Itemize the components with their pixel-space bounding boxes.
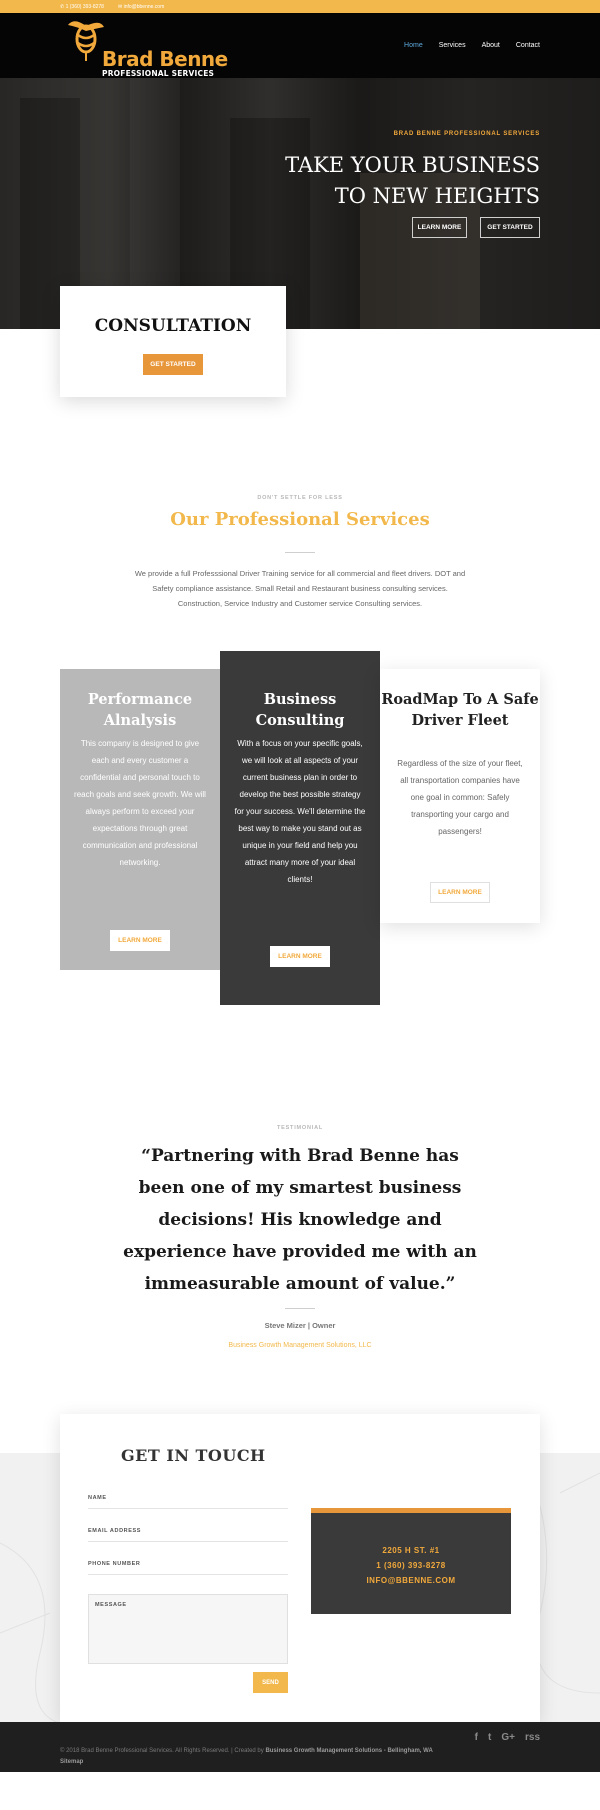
bee-logo-icon bbox=[66, 17, 106, 69]
service-card-body: Regardless of the size of your fleet, all transportation companies have one goal in common: Safely transporting your cargo and passengers! bbox=[397, 759, 523, 836]
service-card-performance bbox=[60, 669, 220, 970]
contact-title: GET IN TOUCH bbox=[121, 1446, 266, 1465]
service-card-title: RoadMap To A Safe Driver Fleet bbox=[381, 691, 539, 729]
services-description: We provide a full Professsional Driver Training service for all commercial and fleet drivers. DOT and Safety compliance assistance. Small Retail and Restaurant business consulting services. Construction, Service Industry and Customer service Consulting services. bbox=[134, 569, 466, 608]
top-phone-text: 1 (360) 393-8278 bbox=[65, 4, 104, 10]
sitemap-link[interactable]: Sitemap bbox=[60, 1759, 84, 1765]
send-button[interactable]: SEND bbox=[253, 1672, 288, 1693]
creator-link[interactable]: Business Growth Management Solutions - Bellingham, WA bbox=[265, 1748, 433, 1754]
hero-kicker: BRAD BENNE PROFESSIONAL SERVICES bbox=[393, 131, 540, 137]
logo-subtitle: PROFESSIONAL SERVICES bbox=[102, 69, 215, 78]
logo[interactable] bbox=[66, 17, 228, 78]
testimonial-company: Business Growth Management Solutions, LLC bbox=[228, 1342, 372, 1349]
service-card-body: This company is designed to give each and every customer a confidential and personal touch to reach goals and seek growth. We will always perform to exceed your expectations through great communication and professional networking. bbox=[74, 739, 206, 867]
footer-copyright bbox=[60, 1746, 490, 1768]
service-card-roadmap bbox=[380, 669, 540, 923]
phone-field[interactable]: PHONE NUMBER bbox=[88, 1557, 288, 1575]
testimonial-kicker: TESTIMONIAL bbox=[276, 1125, 324, 1131]
social-links bbox=[475, 1732, 540, 1743]
hero-title-line1: TAKE YOUR BUSINESS bbox=[285, 153, 540, 177]
hero-learn-more-button[interactable]: LEARN MORE bbox=[412, 217, 467, 238]
consultation-get-started-button[interactable]: GET STARTED bbox=[143, 354, 203, 375]
contact-phone[interactable]: 1 (360) 393-8278 bbox=[376, 1561, 446, 1570]
facebook-icon[interactable]: f bbox=[474, 1732, 479, 1743]
contact-address: 2205 H ST. #1 bbox=[382, 1546, 440, 1555]
main-nav bbox=[388, 42, 540, 49]
nav-services[interactable]: Services bbox=[438, 42, 466, 49]
service-card-title: Business Consulting bbox=[255, 691, 345, 729]
google-plus-icon[interactable]: G+ bbox=[501, 1732, 515, 1743]
service-card-learn-more-button[interactable]: LEARN MORE bbox=[110, 930, 170, 951]
name-field[interactable]: NAME bbox=[88, 1491, 288, 1509]
service-card-title: Performance Alnalysis bbox=[87, 691, 193, 729]
services-divider bbox=[285, 552, 315, 553]
message-field[interactable]: MESSAGE bbox=[88, 1594, 288, 1664]
phone-icon: ✆ bbox=[60, 4, 65, 10]
nav-home[interactable]: Home bbox=[404, 42, 423, 49]
site-header bbox=[0, 13, 600, 78]
hero-get-started-button[interactable]: GET STARTED bbox=[480, 217, 540, 238]
testimonial-author: Steve Mizer | Owner bbox=[264, 1321, 336, 1330]
site-footer bbox=[0, 1722, 600, 1772]
services-kicker: DON'T SETTLE FOR LESS bbox=[257, 495, 343, 501]
top-email-text: info@bbenne.com bbox=[123, 4, 165, 10]
service-card-body: With a focus on your specific goals, we will look at all aspects of your current business plan in order to develop the best possible strategy for your success. We'll determine the best way to make you stand out as unique in your field and help you attract many more of your ideal clients! bbox=[234, 739, 366, 884]
logo-name: Brad Benne bbox=[102, 47, 228, 71]
service-card-learn-more-button[interactable]: LEARN MORE bbox=[430, 882, 490, 903]
hero-title-line2: TO NEW HEIGHTS bbox=[334, 184, 540, 208]
consultation-title: CONSULTATION bbox=[94, 316, 252, 336]
rss-icon[interactable]: rss bbox=[524, 1732, 540, 1743]
nav-contact[interactable]: Contact bbox=[515, 42, 540, 49]
testimonial-quote: “Partnering with Brad Benne has been one of my smartest business decisions! His knowledge and experience have provided me with an immeasurable amount of value.” bbox=[123, 1146, 477, 1294]
consultation-card bbox=[60, 286, 286, 397]
top-bar bbox=[0, 0, 600, 13]
nav-about[interactable]: About bbox=[481, 42, 500, 49]
contact-card bbox=[60, 1414, 540, 1722]
services-title: Our Professional Services bbox=[170, 509, 430, 530]
top-phone[interactable] bbox=[60, 4, 104, 10]
top-email[interactable] bbox=[118, 4, 164, 10]
hero-title bbox=[240, 150, 540, 212]
contact-email[interactable]: INFO@BBENNE.COM bbox=[366, 1576, 456, 1585]
service-card-business-consulting bbox=[220, 651, 380, 1005]
twitter-icon[interactable]: t bbox=[488, 1732, 492, 1743]
contact-info-box bbox=[311, 1508, 511, 1614]
testimonial-divider bbox=[285, 1308, 315, 1309]
copyright-text: © 2018 Brad Benne Professional Services. All Rights Reserved. | Created by bbox=[60, 1748, 264, 1754]
service-card-learn-more-button[interactable]: LEARN MORE bbox=[270, 946, 330, 967]
email-field[interactable]: EMAIL ADDRESS bbox=[88, 1524, 288, 1542]
email-icon: ✉ bbox=[118, 4, 123, 10]
